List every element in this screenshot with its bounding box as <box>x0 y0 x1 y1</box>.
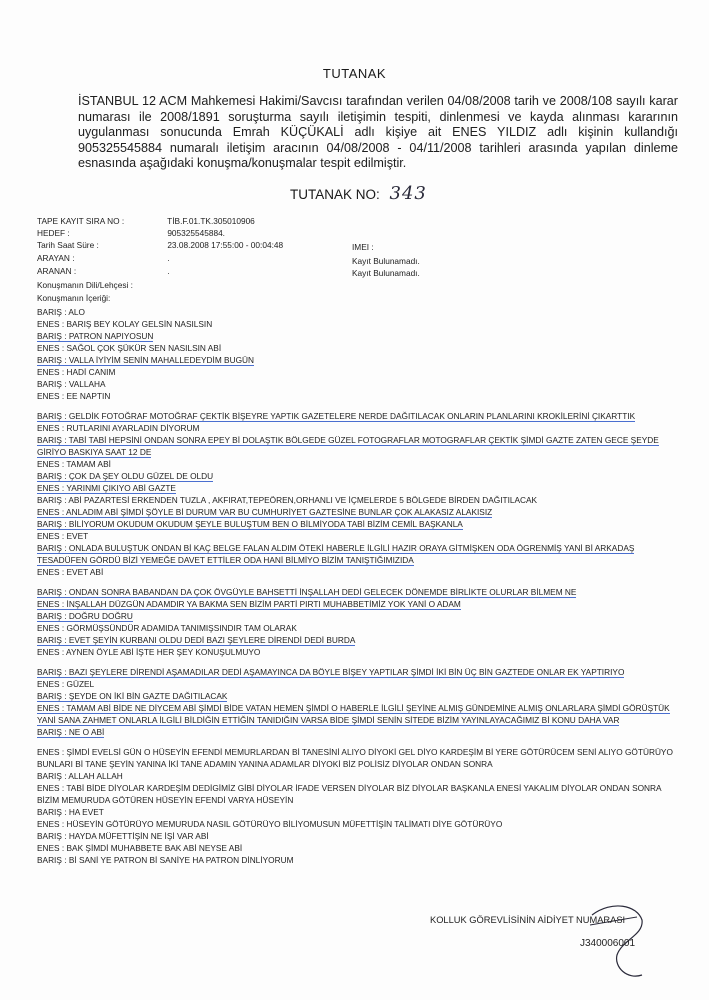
meta-arayan-status: Kayıt Bulunamadı. <box>352 256 420 266</box>
transcript-line: BARIŞ : ALLAH ALLAH <box>37 771 123 781</box>
transcript-line: BARIŞ : VALLA İYİYİM SENİN MAHALLEDEYDİM BUGÜN <box>37 355 255 365</box>
meta-tarih-row <box>37 240 283 250</box>
transcript-line: ENES : GÜZEL <box>37 679 95 689</box>
transcript-line: BARIŞ : NE O ABİ <box>37 727 105 737</box>
tutanak-number-value: 343 <box>389 183 427 204</box>
document-title: TUTANAK <box>322 66 387 81</box>
transcript-line: BARIŞ : ÇOK DA ŞEY OLDU GÜZEL DE OLDU <box>37 471 214 481</box>
meta-arayan-row <box>37 253 170 263</box>
transcript-line: ENES : HADİ CANIM <box>37 367 116 377</box>
transcript-line: BARIŞ : ABİ PAZARTESİ ERKENDEN TUZLA , AKFIRAT,TEPEÖREN,ORHANLI VE İÇMELERDE 5 BÖLGEDE BİRDEN DAĞITILACAK <box>37 495 538 505</box>
transcript-line: BARIŞ : TABİ TABİ HEPSİNİ ONDAN SONRA EPEY Bİ DOLAŞTIK BÖLGEDE GÜZEL FOTOGRAFLAR MOTOGRAFLAR ÇEKTİK ŞİMDİ GAZTE ZATEN GECE ŞEYDE GİRİYO BASKIYA SAAT 12 DE <box>37 435 659 457</box>
meta-tape-label: TAPE KAYIT SIRA NO : <box>37 216 125 226</box>
transcript-line: ENES : TABİ BİDE DİYOLAR KARDEŞİM DEDİGİMİZ GİBİ DİYOLAR İFADE VERSEN DİYOLAR BİZ DİYOLAR BAŞKANLA ENESİ YAKALIM DİYOLAR ONDAN SONRA BİZİM MEMURUDA GÖTÜREN HÜSEYİN EFENDİ VARYA HÜSEYİN <box>37 783 662 805</box>
transcript-line: BARIŞ : ONLADA BULUŞTUK ONDAN Bİ KAÇ BELGE FALAN ALDIM ÖTEKİ HABERLE İLGİLİ HAZIR ORAYA GİTMİŞKEN ODA ÖGRENMİŞ YANİ Bİ ARKADAŞ TESADÜFEN GÖRDÜ BİZİ YEMEĞE DAVET ETTİLER ODA HANİ BİLMİYO BİZİM TANIŞTIĞIMIZIDA <box>37 543 635 565</box>
meta-aranan-label: ARANAN : <box>37 266 77 276</box>
transcript-line: BARIŞ : ALO <box>37 307 85 317</box>
transcript-line: ENES : RUTLARINI AYARLADIN DİYORUM <box>37 423 200 433</box>
transcript-line: BARIŞ : BAZI ŞEYLERE DİRENDİ AŞAMADILAR DEDİ AŞAMAYINCA DA BÖYLE BİŞEY YAPTILAR ŞİMDİ İKİ BİN ÜÇ BİN GAZTEDE ONLAR EK YAPTIRIYO <box>37 667 625 677</box>
meta-arayan-value: . <box>167 253 170 263</box>
transcript-line: ENES : YARINMI ÇIKIYO ABİ GAZTE <box>37 483 176 493</box>
meta-hedef-row <box>37 228 225 238</box>
meta-hedef-label: HEDEF : <box>37 228 70 238</box>
transcript-line: BARIŞ : PATRON NAPIYOSUN <box>37 331 154 341</box>
meta-arayan-label: ARAYAN : <box>37 253 75 263</box>
meta-dil-label: Konuşmanın Dili/Lehçesi : <box>37 280 133 290</box>
meta-tarih-label: Tarih Saat Süre : <box>37 240 99 250</box>
meta-tarih-value: 23.08.2008 17:55:00 - 00:04:48 <box>167 240 284 250</box>
transcript-line: ENES : ANLADIM ABİ ŞİMDİ ŞÖYLE Bİ DURUM VAR BU CUMHURİYET GAZTESİNE BUNLAR ÇOK ALAKASIZ ALAKISIZ <box>37 507 493 517</box>
transcript-line: ENES : GÖRMÜŞSÜNDÜR ADAMIDA TANIMIŞSINDIR TAM OLARAK <box>37 623 297 633</box>
transcript-line: ENES : EVET ABİ <box>37 567 104 577</box>
transcript-line: BARIŞ : ŞEYDE ON İKİ BİN GAZTE DAĞITILACAK <box>37 691 228 701</box>
transcript-line: BARIŞ : HAYDA MÜFETTİŞİN NE İŞİ VAR ABİ <box>37 831 209 841</box>
meta-tape-row <box>37 216 255 226</box>
transcript-line: ENES : HÜSEYİN GÖTÜRÜYO MEMURUDA NASIL GÖTÜRÜYO BİLİYOMUSUN MÜFETTİŞİN TALİMATI DİYE GÖTÜRÜYO <box>37 819 503 829</box>
transcript-line: ENES : İNŞALLAH DÜZGÜN ADAMDIR YA BAKMA SEN BİZİM PARTİ PIRTI MUHABBETİMİZ YOK YANİ O ADAM <box>37 599 461 609</box>
transcript-line: BARIŞ : HA EVET <box>37 807 104 817</box>
meta-tape-value: TİB.F.01.TK.305010906 <box>167 216 255 226</box>
footer-label: KOLLUK GÖREVLİSİNİN AİDİYET NUMARASI <box>430 915 626 925</box>
transcript-line: BARIŞ : Bİ SANİ YE PATRON Bİ SANİYE HA PATRON DİNLİYORUM <box>37 855 294 865</box>
transcript-line: ENES : AYNEN ÖYLE ABİ İŞTE HER ŞEY KONUŞULMUYO <box>37 647 261 657</box>
transcript-line: ENES : TAMAM ABİ <box>37 459 111 469</box>
transcript-line: BARIŞ : BİLİYORUM OKUDUM OKUDUM ŞEYLE BULUŞTUM BEN O BİLMİYODA TABİ BİZİM CEMİL BAŞKANLA <box>37 519 463 529</box>
transcript-line: ENES : ŞİMDİ EVELSİ GÜN O HÜSEYİN EFENDİ MEMURLARDAN Bİ TANESİNİ ALIYO DİYOKİ GEL DİYO KARDEŞİM Bİ YERE GÖTÜRÜCEM SENİ ALIYO GÖTÜRÜYO BUNLARI Bİ TANE ŞEYİN YANINA İKİ TANE ADAMIN YANINA ADAMLAR DİYOKİ BİZ POLİSİZ DİYOLAR ONDAN SONRA <box>37 747 673 769</box>
transcript <box>37 306 673 866</box>
transcript-line: ENES : EE NAPTIN <box>37 391 111 401</box>
meta-aranan-row <box>37 266 170 276</box>
transcript-line: BARIŞ : DOĞRU DOĞRU <box>37 611 133 621</box>
transcript-line: BARIŞ : VALLAHA <box>37 379 106 389</box>
transcript-line: ENES : EVET <box>37 531 89 541</box>
intro-paragraph: İSTANBUL 12 ACM Mahkemesi Hakimi/Savcısı tarafından verilen 04/08/2008 tarih ve 2008/108 sayılı karar numarası ile 2008/1891 soruşturma sayılı iletişimin tespiti, dinlenmesi ve kayda alınması kararının uygulanması sonucunda Emrah KÜÇÜKALİ adlı kişiye ait ENES YILDIZ adlı kişinin kullandığı 905325545884 numaralı iletişim aracının 04/08/2008 - 04/11/2008 tarihleri arasında yapılan dinleme esnasında aşağıdaki konuşma/konuşmalar tespit edilmiştir. <box>78 94 678 170</box>
meta-icerik-label: Konuşmanın İçeriği: <box>37 293 111 303</box>
transcript-line: ENES : BAK ŞİMDİ MUHABBETE BAK ABİ NEYSE ABİ <box>37 843 243 853</box>
footer-number: J340006001 <box>580 938 636 949</box>
transcript-line: ENES : BARIŞ BEY KOLAY GELSİN NASILSIN <box>37 319 213 329</box>
tutanak-number <box>290 183 427 204</box>
tutanak-number-label: TUTANAK NO: <box>290 187 380 202</box>
transcript-line: BARIŞ : ONDAN SONRA BABANDAN DA ÇOK ÖVGÜYLE BAHSETTİ İNŞALLAH DEDİ GELECEK DÖNEMDE BİRLİKTE OLURLAR BİLMEM NE <box>37 587 577 597</box>
meta-hedef-value: 905325545884. <box>167 228 225 238</box>
meta-aranan-value: . <box>167 266 170 276</box>
transcript-line: ENES : TAMAM ABİ BİDE NE DİYCEM ABİ ŞİMDİ BİDE VATAN HEMEN ŞİMDİ O HABERLE İLGİLİ ŞEYİNE ALMIŞ GÜNDEMİNE ALMIŞ ONLARLARA ŞİMDİ GÖRÜŞTÜK YANİ SANA ZAHMET ONLARLA İLGİLİ BİLDİĞİN ETTİĞİN TANIDIĞIN VARSA BİDE ŞİMDİ SENİN SİTEDE BİZİM YAYINLAYACAĞIMIZ Bİ KONU DAHA VAR <box>37 703 670 725</box>
transcript-line: BARIŞ : GELDİK FOTOĞRAF MOTOĞRAF ÇEKTİK BİŞEYRE YAPTIK GAZETELERE NERDE DAĞITILACAK ONLARIN PLANLARINI KROKİLERİNİ ÇIKARTTIK <box>37 411 636 421</box>
transcript-line: ENES : SAĞOL ÇOK ŞÜKÜR SEN NASILSIN ABİ <box>37 343 222 353</box>
transcript-line: BARIŞ : EVET ŞEYİN KURBANI OLDU DEDİ BAZI ŞEYLERE DİRENDİ DEDİ BURDA <box>37 635 356 645</box>
meta-aranan-status: Kayıt Bulunamadı. <box>352 268 420 278</box>
meta-imei-label: IMEI : <box>352 242 374 252</box>
